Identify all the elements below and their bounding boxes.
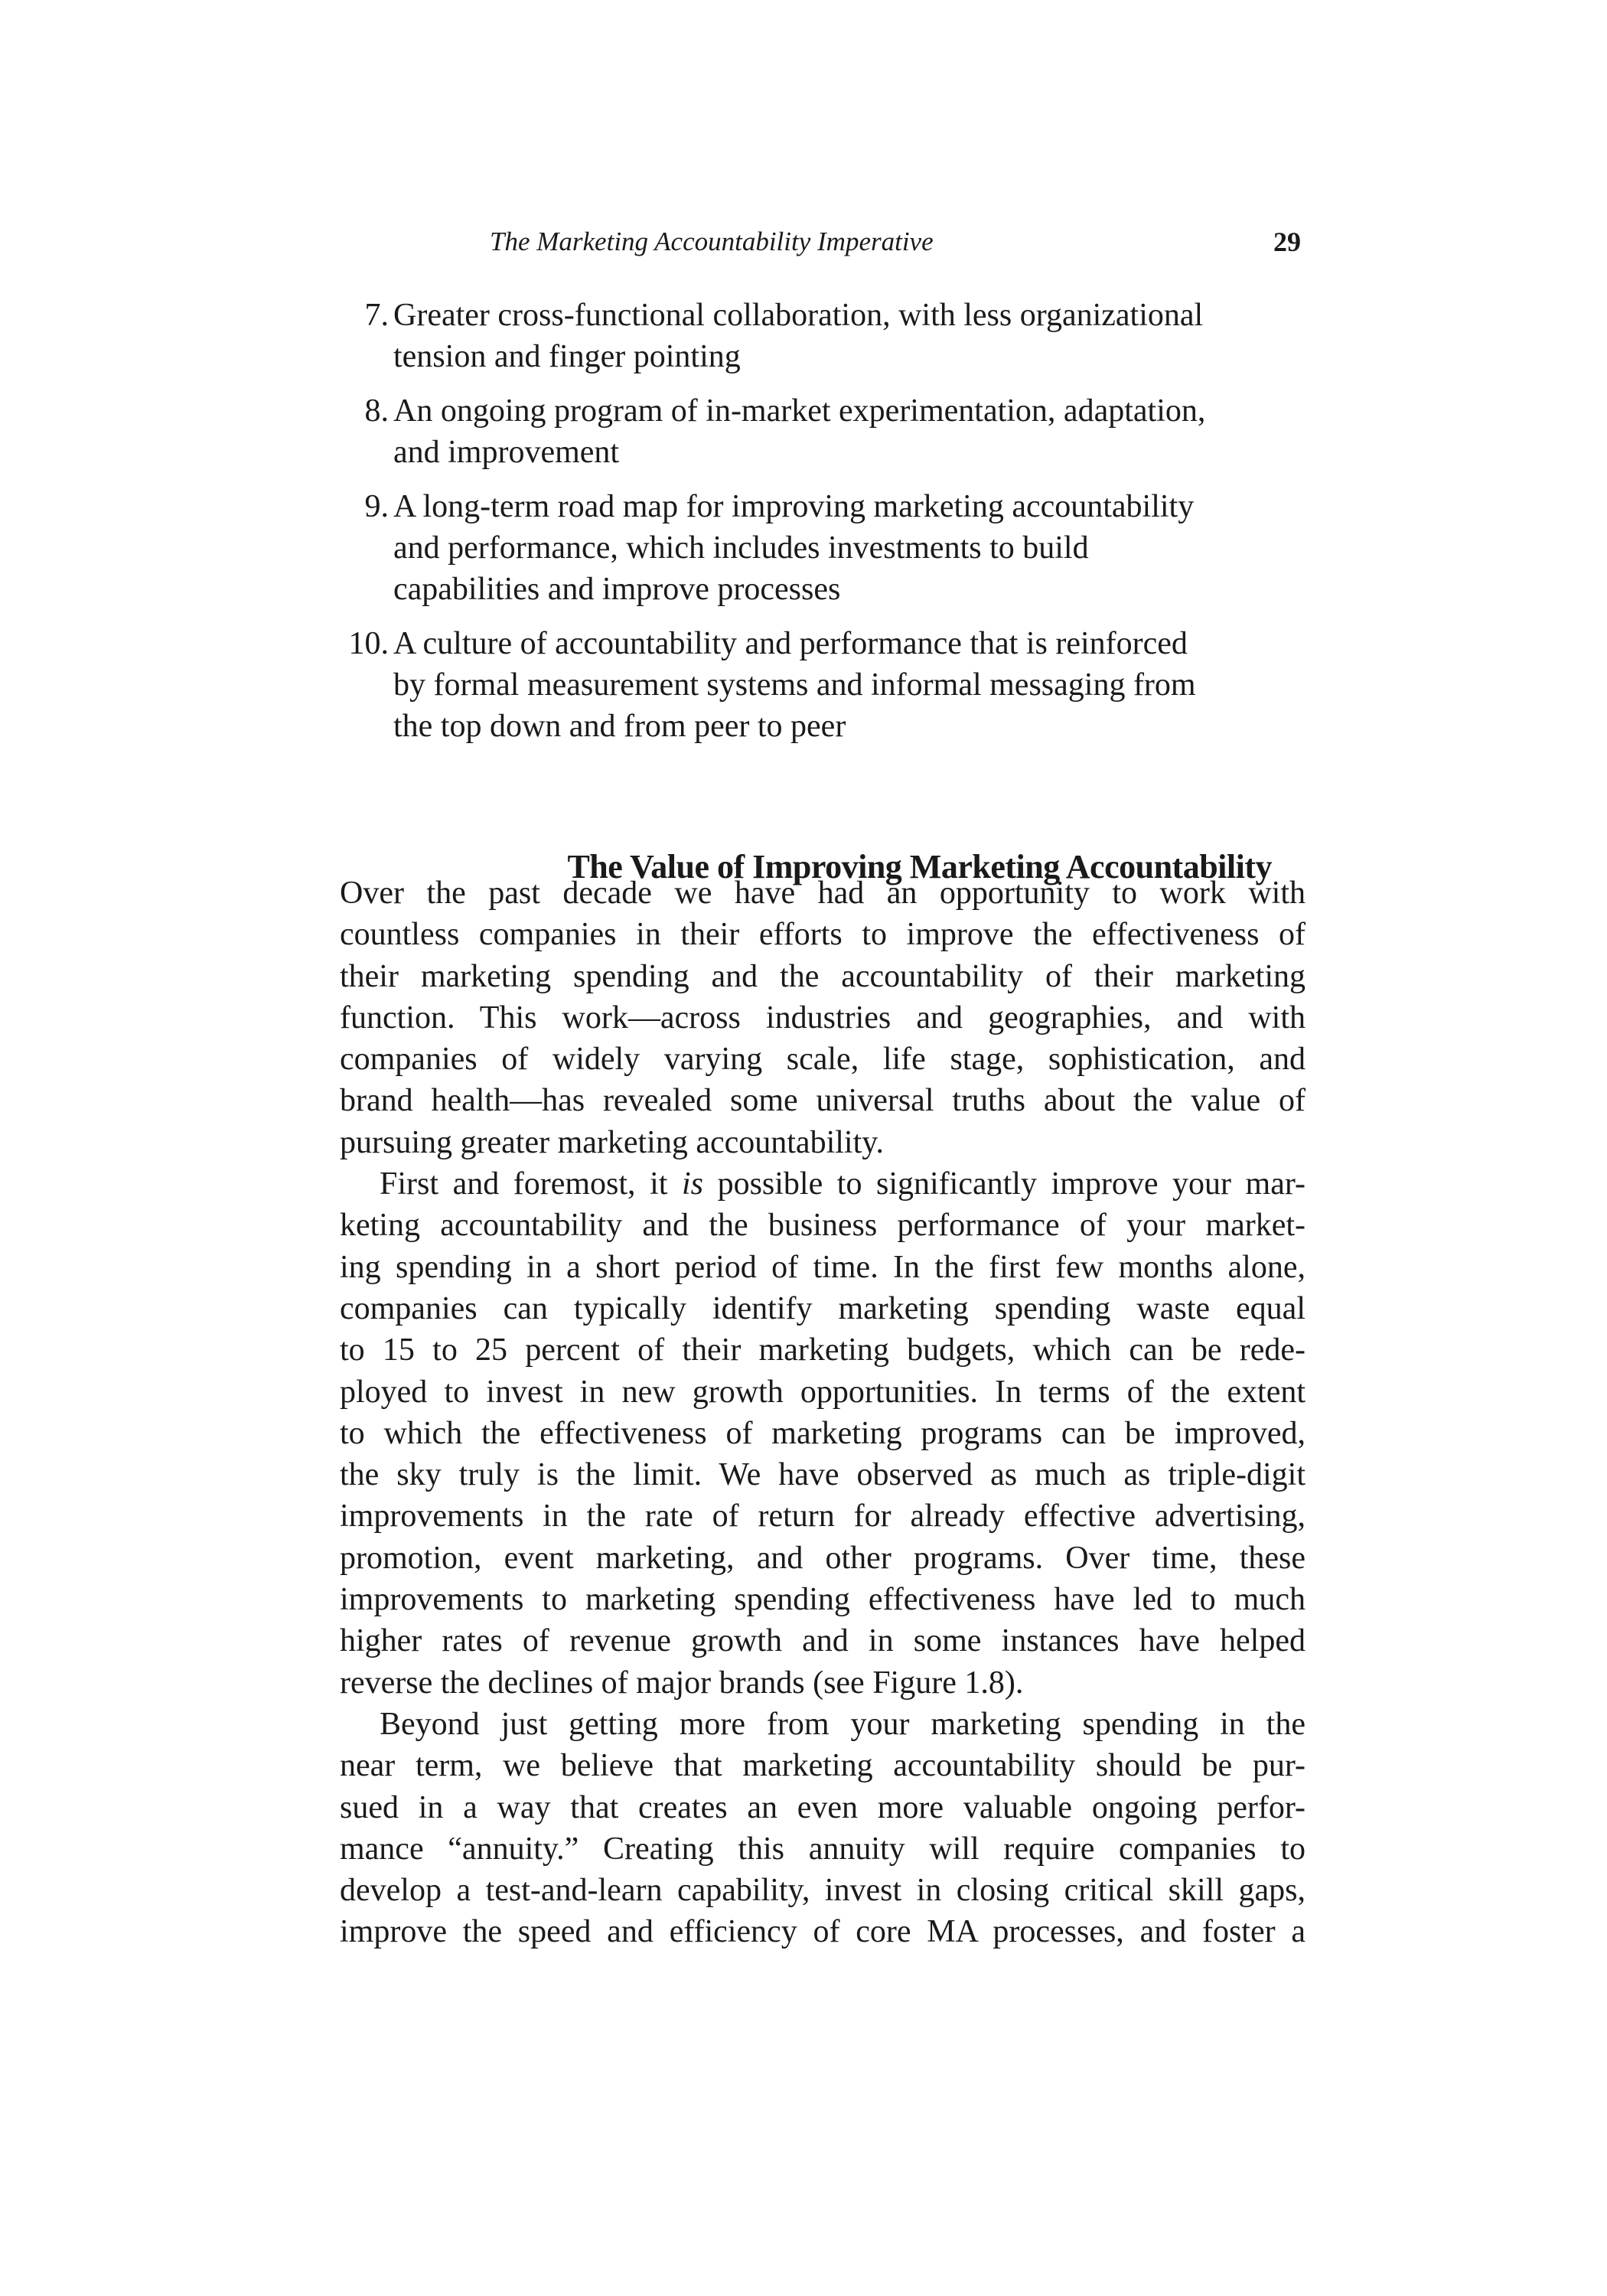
numbered-list: [337, 295, 1320, 760]
list-item: [337, 623, 1320, 747]
text-line: ployed to invest in new growth opportunities. In terms of the extent: [340, 1374, 1305, 1410]
list-item-line: A long-term road map for improving marketing accountability: [393, 489, 1195, 524]
text-line: improvements in the rate of return for already effective advertising,: [340, 1499, 1305, 1534]
text-line: near term, we believe that marketing accountability should be pur-: [340, 1748, 1305, 1784]
text-line: mance “annuity.” Creating this annuity will require companies to: [340, 1831, 1305, 1867]
text-line: improvements to marketing spending effectiveness have led to much: [340, 1582, 1305, 1618]
text-line: improve the speed and efficiency of core MA processes, and foster a: [340, 1914, 1305, 1950]
running-title: The Marketing Accountability Imperative: [490, 227, 934, 256]
list-item-number: 9.: [364, 489, 389, 524]
text-line: pursuing greater marketing accountability.: [340, 1124, 885, 1160]
list-item-line: A culture of accountability and performance that is reinforced: [393, 626, 1188, 661]
text-run: possible to significantly improve your mar-: [703, 1166, 1305, 1202]
paragraph: [340, 1704, 1305, 1953]
paragraph: [340, 872, 1305, 1163]
section-heading: The Value of Improving Marketing Accountability: [567, 847, 1272, 885]
text-line: brand health—has revealed some universal truths about the value of: [340, 1083, 1305, 1119]
list-item: [337, 390, 1320, 473]
list-item-line: An ongoing program of in-market experimentation, adaptation,: [393, 393, 1206, 429]
text-line: develop a test-and-learn capability, invest in closing critical skill gaps,: [340, 1873, 1305, 1909]
list-item-line: and performance, which includes investments to build: [393, 530, 1089, 566]
text-line: companies of widely varying scale, life stage, sophistication, and: [340, 1042, 1305, 1078]
text-line: sued in a way that creates an even more valuable ongoing perfor-: [340, 1789, 1305, 1825]
text-line: function. This work—across industries and geographies, and with: [340, 1000, 1305, 1035]
text-line: reverse the declines of major brands (see Figure 1.8).: [340, 1665, 1024, 1701]
list-item-line: the top down and from peer to peer: [393, 709, 846, 744]
list-item-line: by formal measurement systems and informal messaging from: [393, 667, 1196, 703]
list-item-number: 7.: [364, 298, 389, 333]
text-line: to 15 to 25 percent of their marketing budgets, which can be rede-: [340, 1332, 1305, 1368]
text-line: Over the past decade we have had an opportunity to work with: [340, 876, 1305, 911]
text-line: [340, 1163, 1305, 1205]
text-line: countless companies in their efforts to improve the effectiveness of: [340, 917, 1305, 953]
text-line: the sky truly is the limit. We have observed as much as triple-digit: [340, 1457, 1305, 1493]
list-item-line: capabilities and improve processes: [393, 572, 841, 607]
text-line: companies can typically identify marketing spending waste equal: [340, 1290, 1305, 1326]
text-line: keting accountability and the business performance of your market-: [340, 1208, 1305, 1244]
list-item-line: tension and finger pointing: [393, 339, 741, 374]
text-line: higher rates of revenue growth and in some instances have helped: [340, 1623, 1305, 1659]
list-item-number: 8.: [364, 393, 389, 429]
page-number: 29: [1273, 227, 1301, 257]
list-item: [337, 295, 1320, 377]
text-line: Beyond just getting more from your marketing spending in the: [380, 1706, 1305, 1742]
list-item: [337, 486, 1320, 610]
emphasis-text: is: [682, 1166, 704, 1202]
paragraph: [340, 1163, 1305, 1704]
list-item-line: and improvement: [393, 435, 620, 470]
text-line: their marketing spending and the accountability of their marketing: [340, 958, 1305, 994]
text-line: promotion, event marketing, and other programs. Over time, these: [340, 1540, 1305, 1576]
text-line: to which the effectiveness of marketing programs can be improved,: [340, 1415, 1305, 1451]
list-item-line: Greater cross-functional collaboration, with less organizational: [393, 298, 1204, 333]
running-head: [490, 219, 1301, 265]
body-text: [340, 872, 1305, 1953]
text-line: ing spending in a short period of time. In the first few months alone,: [340, 1249, 1305, 1285]
list-item-number: 10.: [348, 626, 389, 661]
text-run: First and foremost, it: [380, 1166, 682, 1202]
